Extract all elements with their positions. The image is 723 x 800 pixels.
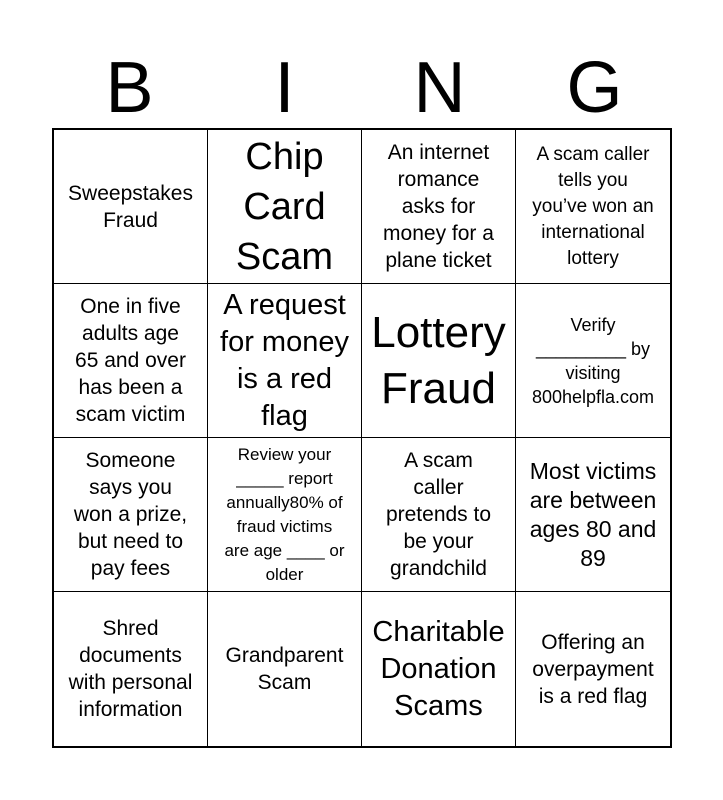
bingo-cell[interactable] <box>54 438 208 592</box>
cell-text: Chip Card Scam <box>235 135 334 278</box>
header-letter-b: B <box>105 48 154 128</box>
bingo-cell[interactable] <box>516 592 670 746</box>
bingo-cell[interactable] <box>54 130 208 284</box>
cell-text: Verify _________ by visiting 800helpfla.com <box>531 314 655 407</box>
bingo-cell[interactable] <box>362 130 516 284</box>
cell-text: A scam caller tells you you’ve won an international lottery <box>532 143 654 269</box>
bingo-card-grid <box>52 128 672 748</box>
cell-text: Someone says you won a prize, but need to pay fees <box>73 449 188 580</box>
header-letter-n: N <box>413 48 466 128</box>
cell-text: Sweepstakes Fraud <box>68 181 193 232</box>
cell-text: One in five adults age 65 and over has been a scam victim <box>75 295 186 426</box>
bingo-cell[interactable] <box>208 438 362 592</box>
bingo-cell[interactable] <box>362 438 516 592</box>
cell-text: Grandparent Scam <box>225 644 344 694</box>
bingo-cell[interactable] <box>516 438 670 592</box>
cell-text: Offering an overpayment is a red flag <box>532 630 654 708</box>
bingo-cell[interactable] <box>208 592 362 746</box>
cell-text: A scam caller pretends to be your grandchild <box>385 449 492 580</box>
header-letter-g: G <box>566 48 623 128</box>
bingo-cell[interactable] <box>362 592 516 746</box>
cell-text: Most victims are between ages 80 and 89 <box>529 457 657 571</box>
bingo-cell[interactable] <box>362 284 516 438</box>
cell-text: Charitable Donation Scams <box>372 615 505 722</box>
bingo-header <box>52 48 672 128</box>
cell-text: Shred documents with personal information <box>68 617 193 721</box>
bingo-cell[interactable] <box>208 284 362 438</box>
bingo-cell[interactable] <box>516 284 670 438</box>
bingo-cell[interactable] <box>208 130 362 284</box>
cell-text: A request for money is a red flag <box>220 288 349 432</box>
bingo-cell[interactable] <box>516 130 670 284</box>
cell-text: Lottery Fraud <box>371 307 506 413</box>
cell-text: An internet romance asks for money for a plane ticket <box>383 141 494 272</box>
bingo-cell[interactable] <box>54 592 208 746</box>
bingo-cell[interactable] <box>54 284 208 438</box>
header-letter-i: I <box>274 48 295 128</box>
cell-text: Review your _____ report annually80% of fraud victims are age ____ or older <box>224 444 345 584</box>
